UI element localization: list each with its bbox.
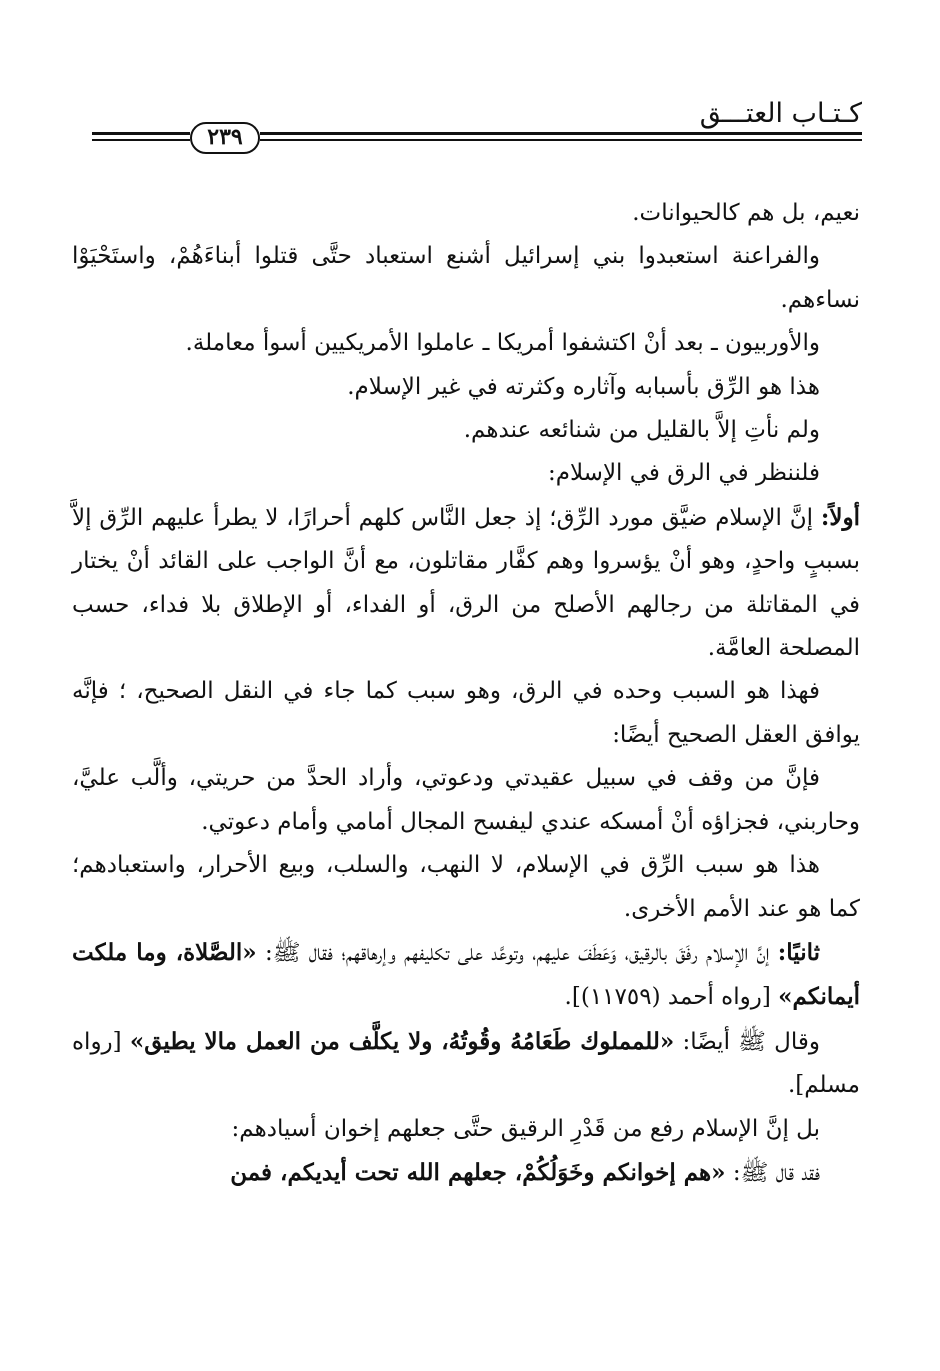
paragraph: [72, 844, 860, 931]
paragraph: [72, 496, 860, 671]
header-rule-left: [92, 130, 190, 146]
text-segment: فلننظر في الرق في الإسلام:: [547, 460, 820, 487]
bold-text-segment: ثانيًا:: [777, 938, 820, 966]
text-segment: إنَّ الإسلام ضيَّق مورد الرِّق؛ إذ جعل النَّاس كلهم أحرارًا، لا يطرأ عليهم الرِّق إلاَّ بسببٍ واحدٍ، وهو أنْ يؤسروا وهم كفَّار مقاتلون، مع أنَّ الواجب على القائد أنْ يختار في المقاتلة من رجالهم الأصلح من الرق، أو الفداء، أو الإطلاق بلا فداء، حسب المصلحة العامَّة.: [72, 504, 860, 662]
bold-text-segment: «للمملوك طَعَامُهُ وقُوتُهُ، ولا يكلَّف من العمل مالا يطيق»: [129, 1027, 675, 1055]
paragraph: [72, 235, 860, 322]
bold-text-segment: أولاً:: [820, 503, 860, 531]
text-segment: فهذا هو السبب وحده في الرق، وهو سبب كما جاء في النقل الصحيح، ؛ فإنَّه يوافق العقل الصحيح أيضًا:: [72, 678, 860, 748]
paragraph: [72, 322, 860, 365]
text-segment: والأوربيون ـ بعد أنْ اكتشفوا أمريكا ـ عاملوا الأمريكيين أسوأ معاملة.: [185, 330, 820, 357]
bold-text-segment: «الصَّلاة، وما ملكت أيمانكم»: [72, 938, 860, 1011]
text-segment: والفراعنة استعبدوا بني إسرائيل أشنع استعباد حتَّى قتلوا أبناءَهُمْ، واستَحْيَوْا نساءهم.: [72, 243, 860, 313]
paragraph: [72, 670, 860, 757]
running-title: كـتـاب العتـــق: [699, 98, 862, 129]
text-segment: هذا هو سبب الرِّق في الإسلام، لا النهب، والسلب، وبيع الأحرار، واستعبادهم؛ كما هو عند الأمم الأخرى.: [72, 852, 860, 922]
text-segment: ولم نأتِ إلاَّ بالقليل من شنائعه عندهم.: [463, 417, 820, 444]
paragraph: [72, 1151, 860, 1195]
header-rule-right: [260, 130, 862, 146]
text-segment: نعيم، بل هم كالحيوانات.: [632, 200, 860, 226]
paragraph: [72, 409, 860, 452]
paragraph: [72, 192, 860, 235]
bold-text-segment: «هم إخوانكم وخَوَلُكُمْ، جعلهم الله تحت أيديكم، فمن: [230, 1158, 726, 1186]
text-segment: إنَّ الإسلام رفَقَ بالرقيق، وَعَطَفَ عليهم، وتوعَّد على تكليفهم وإرهاقهم؛ فقال ﷺ:: [256, 939, 778, 966]
text-segment: وقال ﷺ أيضًا:: [674, 1028, 820, 1055]
paragraph: [72, 931, 860, 1020]
text-segment: فإنَّ من وقف في سبيل عقيدتي ودعوتي، وأراد الحدَّ من حريتي، وألَّب عليَّ، وحاربني، فجزاؤه أنْ أمسكه عندي ليفسح المجال أمامي وأمام دعوتي.: [72, 765, 860, 835]
paragraph: [72, 757, 860, 844]
body-text: [72, 192, 860, 1195]
text-segment: [رواه مسلم].: [72, 1028, 860, 1099]
paragraph: [72, 366, 860, 409]
text-segment: بل إنَّ الإسلام رفع من قَدْرِ الرقيق حتَّى جعلهم إخوان أسيادهم:: [231, 1115, 820, 1142]
paragraph: [72, 452, 860, 495]
paragraph: [72, 1020, 860, 1108]
paragraph: [72, 1108, 860, 1151]
text-segment: فقد قال ﷺ:: [725, 1159, 820, 1186]
text-segment: [رواه أحمد (١١٧٥٩)].: [564, 984, 779, 1011]
page-number: ٢٣٩: [190, 122, 260, 154]
text-segment: هذا هو الرِّق بأسبابه وآثاره وكثرته في غير الإسلام.: [347, 373, 820, 400]
